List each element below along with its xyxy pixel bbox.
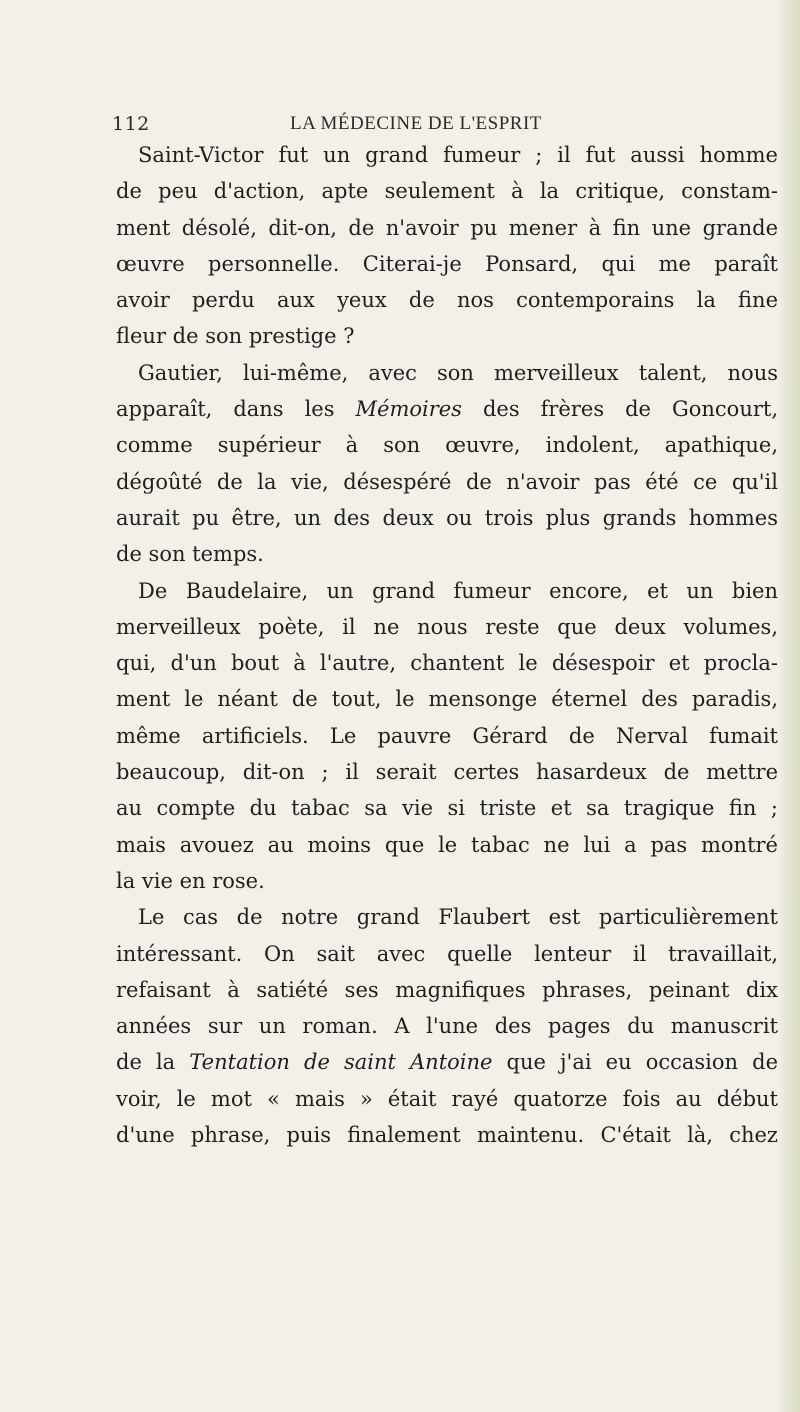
text-line: refaisant à satiété ses magnifiques phrases, peinant dix (116, 977, 778, 1002)
body-text (116, 137, 778, 1153)
text-line: œuvre personnelle. Citerai-je Ponsard, qui me paraît (116, 251, 778, 276)
text-line: années sur un roman. A l'une des pages du manuscrit (116, 1014, 778, 1039)
text-line: la vie en rose. (116, 868, 265, 893)
text-line: de peu d'action, apte seulement à la critique, constam- (116, 179, 778, 204)
text-line: qui, d'un bout à l'autre, chantent le désespoir et procla- (116, 651, 778, 676)
page-edge-shadow (778, 0, 800, 1412)
book-title-tentation: Tentation de saint Antoine (189, 1050, 493, 1075)
text-line: aurait pu être, un des deux ou trois plus grands hommes (116, 505, 778, 530)
page-number: 112 (112, 113, 150, 135)
text-line: dégoûté de la vie, désespéré de n'avoir pas été ce qu'il (116, 469, 778, 494)
text-line: fleur de son prestige ? (116, 324, 355, 349)
text-line: de son temps. (116, 542, 264, 567)
text-line: ment désolé, dit-on, de n'avoir pu mener à fin une grande (116, 215, 778, 240)
text-line: merveilleux poète, il ne nous reste que deux volumes, (116, 614, 778, 639)
text-line: Saint-Victor fut un grand fumeur ; il fut aussi homme (138, 143, 778, 167)
running-title: LA MÉDECINE DE L'ESPRIT (290, 113, 542, 134)
text-line: De Baudelaire, un grand fumeur encore, et un bien (138, 578, 778, 603)
text-line: d'une phrase, puis finalement maintenu. C'était là, chez (116, 1123, 778, 1148)
text-fragment: de la (116, 1050, 190, 1075)
text-line: comme supérieur à son œuvre, indolent, apathique, (116, 433, 778, 458)
text-line: au compte du tabac sa vie si triste et sa tragique fin ; (116, 796, 778, 821)
text-fragment: apparaît, dans les (116, 397, 356, 422)
text-line: ment le néant de tout, le mensonge éternel des paradis, (116, 687, 778, 712)
text-line: voir, le mot « mais » était rayé quatorze fois au début (116, 1086, 778, 1111)
text-line: Le cas de notre grand Flaubert est particulièrement (138, 905, 778, 930)
text-fragment: que j'ai eu occasion de (492, 1050, 778, 1075)
text-line (116, 391, 778, 427)
text-line: même artificiels. Le pauvre Gérard de Nerval fumait (116, 723, 778, 748)
text-line: avoir perdu aux yeux de nos contemporains la fine (116, 288, 778, 313)
book-title-memoires: Mémoires (355, 397, 462, 422)
text-line: Gautier, lui-même, avec son merveilleux talent, nous (138, 360, 778, 385)
text-line: beaucoup, dit-on ; il serait certes hasardeux de mettre (116, 760, 778, 785)
text-fragment: des frères de Goncourt, (461, 397, 778, 422)
text-line: mais avouez au moins que le tabac ne lui a pas montré (116, 832, 778, 857)
text-line: intéressant. On sait avec quelle lenteur il travaillait, (116, 941, 778, 966)
text-line (116, 1044, 778, 1080)
